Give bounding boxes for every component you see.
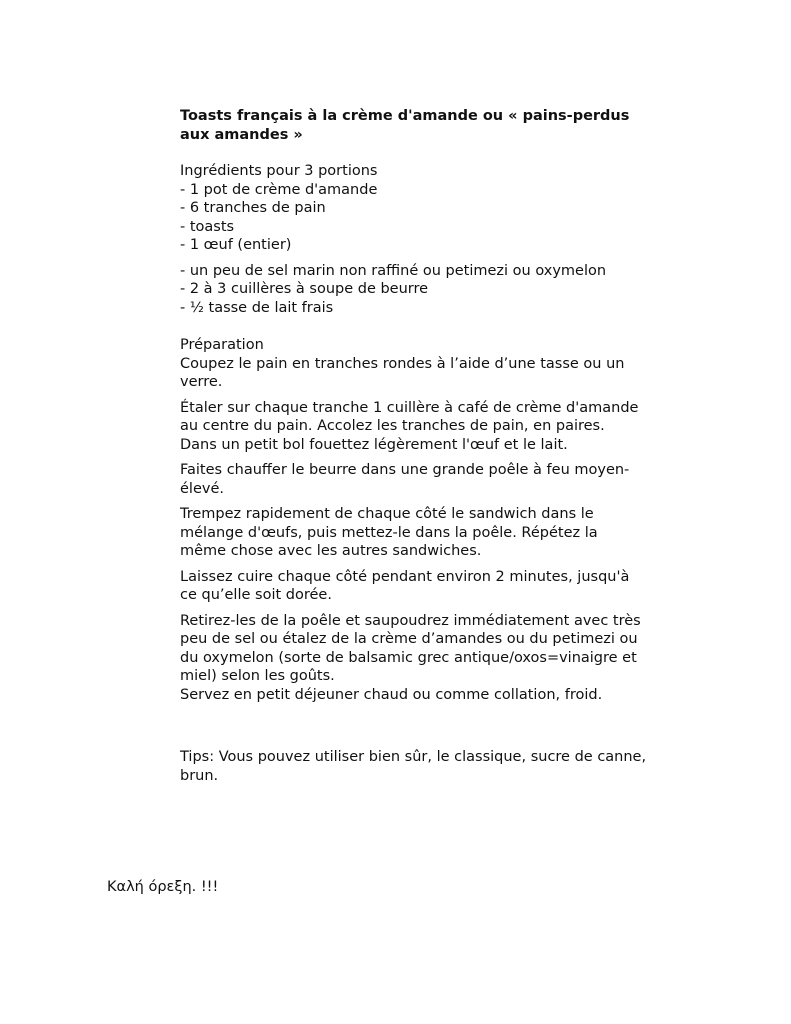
title-line: aux amandes » [180, 126, 303, 143]
ingredients-heading: Ingrédients pour 3 portions [180, 163, 378, 179]
title-line: Toasts français à la crème d'amande ou « pains-perdus [180, 108, 630, 124]
tips-section [180, 748, 647, 785]
preparation-step [180, 461, 630, 498]
ingredient-item: - 1 œuf (entier) [180, 237, 292, 253]
step-line: mélange d'œufs, puis mettez-le dans la poêle. Répétez la [180, 524, 598, 541]
step-line: peu de sel ou étalez de la crème d’amandes ou du petimezi ou [180, 631, 638, 647]
step-line: Coupez le pain en tranches rondes à l’aide d’une tasse ou un [180, 355, 625, 372]
preparation-heading: Préparation [180, 337, 264, 353]
ingredients-section [180, 162, 630, 317]
ingredient-item: - 6 tranches de pain [180, 200, 326, 216]
preparation-step [180, 612, 641, 705]
ingredient-item: - 1 pot de crème d'amande [180, 181, 378, 198]
step-line: Trempez rapidement de chaque côté le sandwich dans le [180, 506, 594, 522]
step-line: élevé. [180, 480, 224, 497]
step-line: Retirez-les de la poêle et saupoudrez immédiatement avec très [180, 612, 641, 629]
ingredient-item: - ½ tasse de lait frais [180, 299, 334, 316]
step-line: même chose avec les autres sandwiches. [180, 543, 482, 559]
preparation-section [180, 336, 641, 704]
recipe-content [180, 107, 647, 785]
step-line: du oxymelon (sorte de balsamic grec antique/oxos=vinaigre et [180, 649, 637, 666]
preparation-step [180, 399, 639, 455]
preparation-step [180, 505, 630, 561]
tips-line: brun. [180, 767, 219, 784]
step-line: Dans un petit bol fouettez légèrement l'œuf et le lait. [180, 436, 568, 453]
tips-line: Tips: Vous pouvez utiliser bien sûr, le classique, sucre de canne, [180, 749, 647, 765]
closing-greeting: Καλή όρεξη. !!! [107, 879, 219, 895]
recipe-title [180, 107, 630, 144]
step-line: miel) selon les goûts. [180, 668, 335, 684]
step-line: Laissez cuire chaque côté pendant environ 2 minutes, jusqu'à [180, 568, 630, 585]
ingredient-item: - toasts [180, 218, 235, 235]
step-line: au centre du pain. Accolez les tranches de pain, en paires. [180, 418, 605, 434]
ingredient-item: - 2 à 3 cuillères à soupe de beurre [180, 281, 429, 297]
preparation-step [180, 568, 630, 605]
step-line: verre. [180, 374, 223, 390]
step-line: Faites chauffer le beurre dans une grande poêle à feu moyen- [180, 462, 630, 478]
preparation-step [180, 355, 630, 392]
ingredient-item: - un peu de sel marin non raffiné ou petimezi ou oxymelon [180, 262, 607, 279]
step-line: ce qu’elle soit dorée. [180, 587, 332, 603]
step-line: Servez en petit déjeuner chaud ou comme collation, froid. [180, 686, 603, 703]
step-line: Étaler sur chaque tranche 1 cuillère à café de crème d'amande [180, 399, 639, 416]
